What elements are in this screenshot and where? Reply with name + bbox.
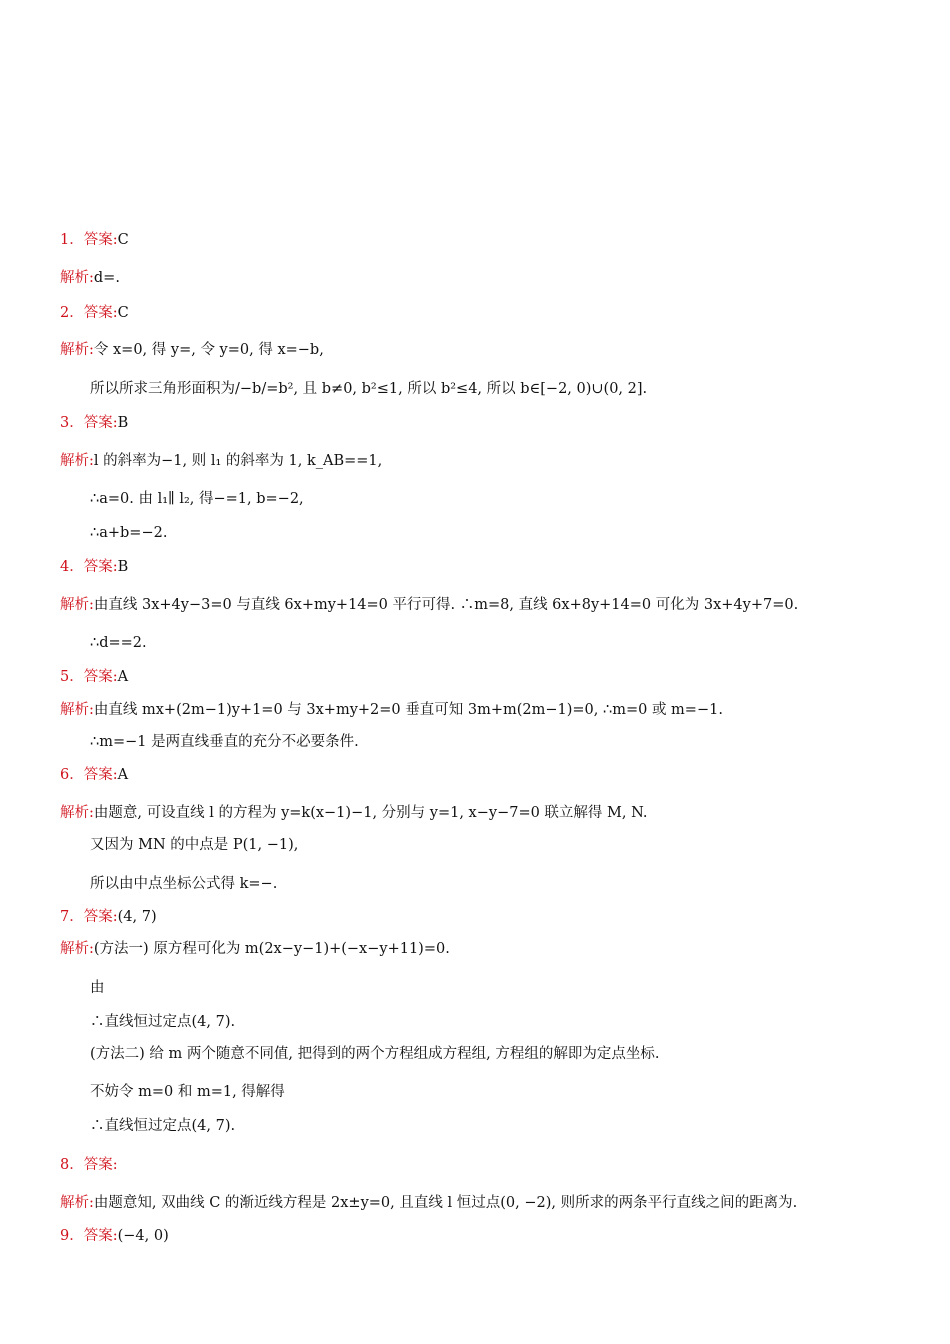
analysis-text: 所以由中点坐标公式得 k=−. (90, 876, 278, 892)
analysis-text: 由题意知, 双曲线 C 的渐近线方程是 2x±y=0, 且直线 l 恒过点(0, −2), 则所求的两条平行直线之间的距离为. (93, 1195, 798, 1211)
item-number: 2． (60, 305, 84, 321)
item-number: 4． (60, 559, 84, 575)
analysis-line (90, 978, 910, 998)
answer-label: 答案: (83, 415, 118, 431)
analysis-text: 所以所求三角形面积为/−b/=b², 且 b≠0, b²≤1, 所以 b²≤4, 所以 b∈[−2, 0)∪(0, 2]. (90, 381, 648, 397)
answer-value: B (117, 415, 129, 431)
analysis-line (90, 379, 910, 399)
answer-value: A (117, 669, 129, 685)
answer-line-1 (60, 230, 910, 250)
analysis-text: 由直线 mx+(2m−1)y+1=0 与 3x+my+2=0 垂直可知 3m+m(2m−1)=0, ∴m=0 或 m=−1. (93, 702, 723, 718)
analysis-label: 解析: (60, 453, 94, 469)
analysis-line (90, 633, 910, 653)
analysis-text: ∴a+b=−2. (90, 525, 168, 541)
analysis-line (60, 803, 910, 823)
analysis-line (90, 523, 910, 543)
answer-value: B (117, 559, 129, 575)
analysis-label: 解析: (60, 1195, 94, 1211)
analysis-line (60, 451, 910, 471)
analysis-text: ∴d==2. (90, 635, 147, 651)
analysis-text: ∴a=0. 由 l₁∥ l₂, 得−=1, b=−2, (90, 491, 304, 507)
analysis-text: 令 x=0, 得 y=, 令 y=0, 得 x=−b, (93, 342, 324, 358)
answer-label: 答案: (83, 232, 118, 248)
item-number: 5． (60, 669, 84, 685)
answer-label: 答案: (83, 1228, 118, 1244)
analysis-text: 由 (90, 980, 105, 996)
analysis-line (60, 268, 910, 288)
analysis-text: ∴m=−1 是两直线垂直的充分不必要条件. (90, 734, 359, 750)
analysis-text: ∴直线恒过定点(4, 7). (90, 1118, 236, 1134)
answer-line-4 (60, 557, 910, 577)
item-number: 6． (60, 767, 84, 783)
item-number: 9． (60, 1228, 84, 1244)
analysis-text: ∴直线恒过定点(4, 7). (90, 1014, 236, 1030)
analysis-text: (方法一) 原方程可化为 m(2x−y−1)+(−x−y+11)=0. (93, 941, 450, 957)
analysis-line (90, 1116, 910, 1136)
analysis-line (90, 874, 910, 894)
analysis-line (60, 939, 910, 959)
answer-label: 答案: (83, 305, 118, 321)
answer-line-2 (60, 303, 910, 323)
answer-line-8 (60, 1155, 910, 1175)
answer-label: 答案: (83, 669, 118, 685)
answer-line-3 (60, 413, 910, 433)
analysis-line (90, 489, 910, 509)
answer-label: 答案: (83, 767, 118, 783)
analysis-label: 解析: (60, 702, 94, 718)
analysis-line (90, 835, 910, 855)
answer-line-5 (60, 667, 910, 687)
analysis-line (60, 340, 910, 360)
answer-line-9 (60, 1226, 910, 1246)
analysis-line (90, 1044, 910, 1064)
answer-value: (−4, 0) (117, 1228, 169, 1244)
analysis-line (60, 700, 910, 720)
answer-label: 答案: (83, 909, 118, 925)
analysis-text: d=. (93, 270, 120, 286)
analysis-text: 不妨令 m=0 和 m=1, 得解得 (90, 1084, 285, 1100)
item-number: 1． (60, 232, 84, 248)
analysis-text: (方法二) 给 m 两个随意不同值, 把得到的两个方程组成方程组, 方程组的解即为定点坐标. (90, 1046, 660, 1062)
analysis-label: 解析: (60, 941, 94, 957)
item-number: 3． (60, 415, 84, 431)
analysis-label: 解析: (60, 597, 94, 613)
analysis-text: 由直线 3x+4y−3=0 与直线 6x+my+14=0 平行可得. ∴m=8, 直线 6x+8y+14=0 可化为 3x+4y+7=0. (93, 597, 799, 613)
analysis-label: 解析: (60, 805, 94, 821)
analysis-line (90, 732, 910, 752)
answer-label: 答案: (83, 1157, 118, 1173)
analysis-line (90, 1082, 910, 1102)
answer-line-7 (60, 907, 910, 927)
analysis-label: 解析: (60, 342, 94, 358)
answer-value: C (117, 232, 129, 248)
analysis-text: l 的斜率为−1, 则 l₁ 的斜率为 1, k_AB==1, (93, 453, 383, 469)
analysis-line (60, 595, 910, 615)
item-number: 7． (60, 909, 84, 925)
answer-value: C (117, 305, 129, 321)
analysis-line (90, 1012, 910, 1032)
answer-value: A (117, 767, 129, 783)
answer-value: (4, 7) (117, 909, 157, 925)
item-number: 8． (60, 1157, 84, 1173)
answer-line-6 (60, 765, 910, 785)
analysis-label: 解析: (60, 270, 94, 286)
analysis-text: 由题意, 可设直线 l 的方程为 y=k(x−1)−1, 分别与 y=1, x−y−7=0 联立解得 M, N. (93, 805, 648, 821)
answer-label: 答案: (83, 559, 118, 575)
analysis-line (60, 1193, 910, 1213)
analysis-text: 又因为 MN 的中点是 P(1, −1), (90, 837, 299, 853)
